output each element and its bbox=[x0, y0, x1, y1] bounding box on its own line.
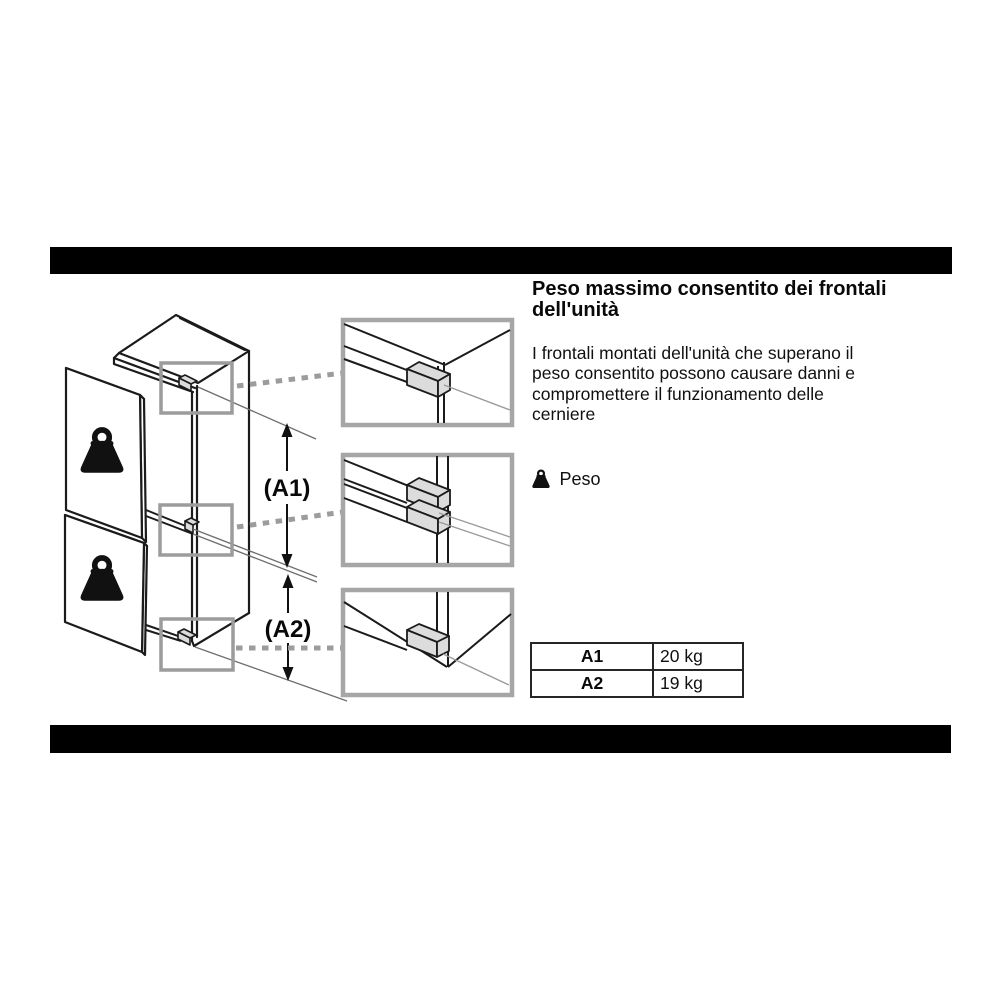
table-cell-value: 19 kg bbox=[653, 670, 743, 697]
dimension-label-a1: (A1) bbox=[263, 475, 311, 502]
body-line: compromettere il funzionamento delle bbox=[532, 383, 824, 404]
table-cell-value: 20 kg bbox=[653, 643, 743, 670]
detail-box-bottom-hinge bbox=[343, 590, 512, 695]
detail-box-top-hinge bbox=[343, 320, 512, 425]
hinge-blocks bbox=[178, 375, 199, 645]
body-paragraph bbox=[532, 343, 855, 424]
dimension-label-a2: (A2) bbox=[264, 616, 312, 643]
weight-icon bbox=[531, 468, 551, 490]
weight-legend-row bbox=[531, 468, 600, 490]
section-title-line-1: Peso massimo consentito dei frontali bbox=[532, 278, 887, 300]
weight-table bbox=[530, 642, 744, 698]
dotted-leaders bbox=[236, 373, 343, 648]
body-line: I frontali montati dell'unità che superano il bbox=[532, 343, 854, 363]
weight-legend-label: Peso bbox=[559, 469, 601, 489]
table-cell-key: A1 bbox=[531, 643, 653, 670]
table-row bbox=[531, 643, 743, 670]
table-row bbox=[531, 670, 743, 697]
detail-box-middle-hinge bbox=[343, 455, 512, 565]
section-title-line-2: dell'unità bbox=[532, 299, 619, 321]
section-title bbox=[532, 279, 887, 321]
table-cell-key: A2 bbox=[531, 670, 653, 697]
body-line: peso consentito possono causare danni e bbox=[532, 363, 856, 384]
zoom-rays bbox=[193, 387, 347, 701]
body-line: cerniere bbox=[532, 403, 596, 424]
